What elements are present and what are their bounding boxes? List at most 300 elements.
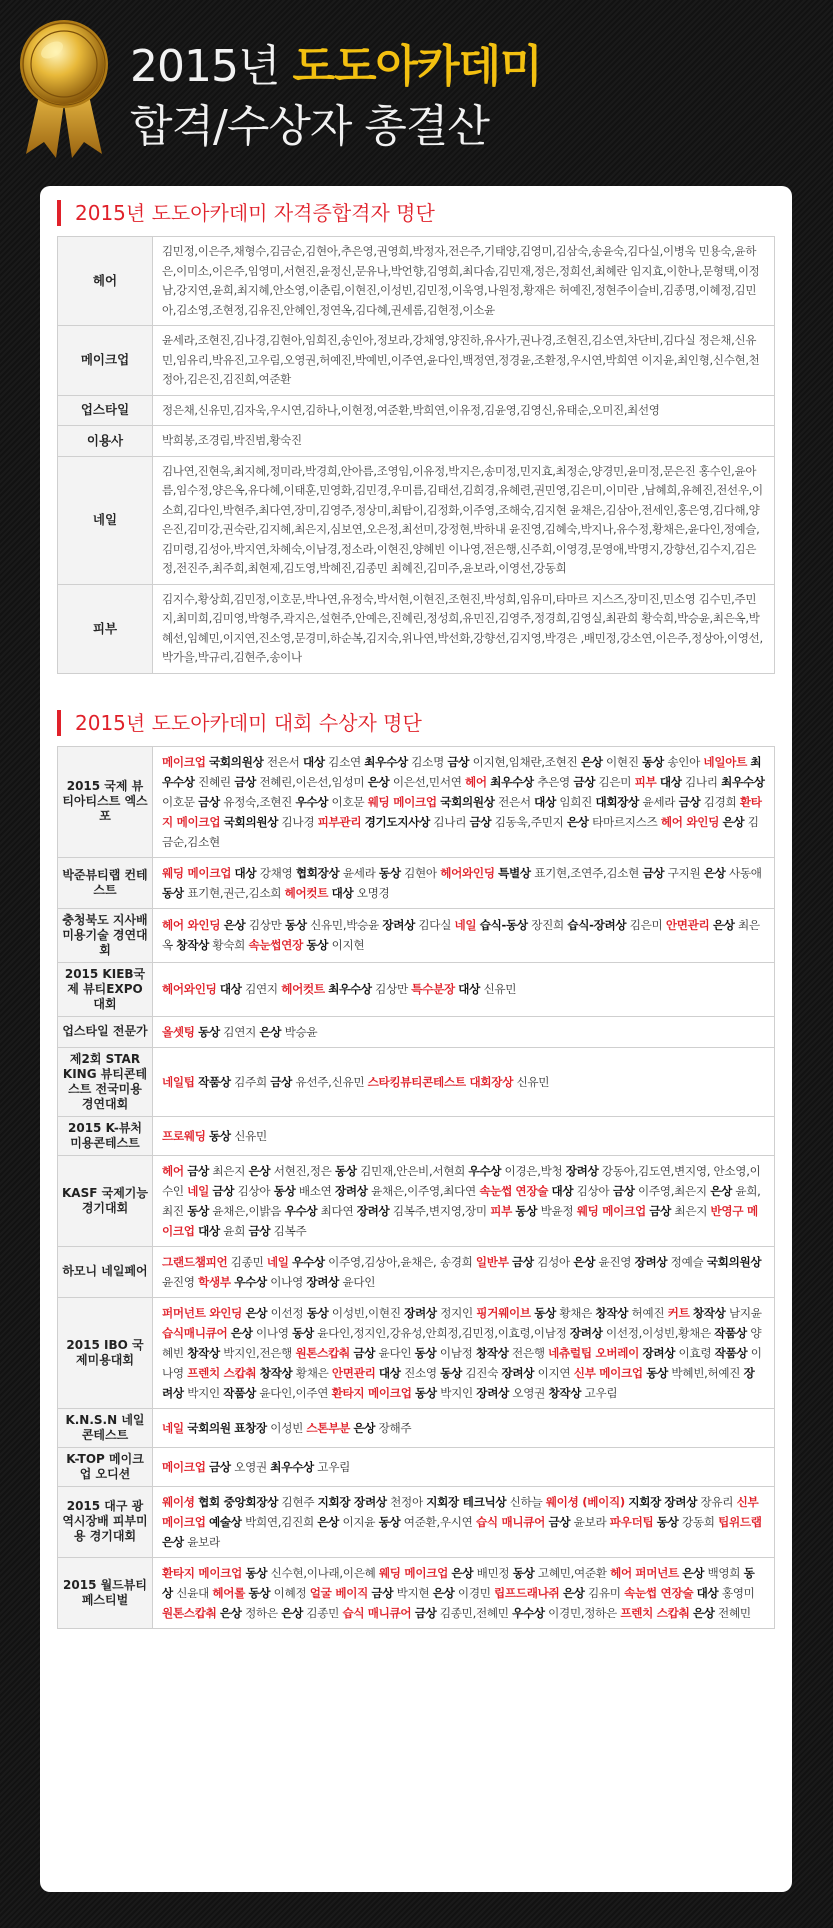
winner-names: 김주희 xyxy=(230,1074,271,1089)
winner-names: 사동애 xyxy=(725,865,762,880)
contest-name: 2015 KIEB국제 뷰티EXPO 대회 xyxy=(58,962,153,1016)
award-prize: 은상 xyxy=(573,1254,596,1269)
award-prize: 장려상 xyxy=(334,1183,368,1198)
winner-names: 황채은 xyxy=(292,1365,332,1380)
winner-names: 이성빈,이현진 xyxy=(328,1305,405,1320)
award-prize: 지회장 장려상 xyxy=(317,1494,387,1509)
winner-names: 이선정,이성빈,황채은 xyxy=(602,1325,715,1340)
award-category: 네일 xyxy=(187,1183,209,1198)
winner-names: 김은미 xyxy=(626,918,666,932)
winner-names: 윤다인,이주연 xyxy=(256,1385,332,1400)
award-prize: 은상 xyxy=(162,1534,184,1549)
winner-names: 이지현 xyxy=(328,938,365,952)
winner-names: 김유미 xyxy=(584,1585,625,1600)
award-results xyxy=(153,1408,775,1447)
contest-name: 2015 대구 광역시장배 피부미용 경기대회 xyxy=(58,1486,153,1557)
award-prize: 은상 xyxy=(562,1585,585,1600)
award-prize: 동상 xyxy=(306,938,329,952)
award-results xyxy=(153,1557,775,1628)
award-prize: 은상 xyxy=(682,1565,705,1580)
winner-names: 이경은,박청 xyxy=(501,1163,566,1178)
award-category: 네일 xyxy=(454,918,477,932)
contest-name: 2015 월드뷰티 페스티벌 xyxy=(58,1557,153,1628)
award-prize: 은상 xyxy=(353,1420,376,1435)
award-prize: 은상 xyxy=(722,814,745,829)
award-category: 웨딩 메이크업 xyxy=(162,865,232,880)
winner-names: 남지윤 xyxy=(725,1305,762,1320)
award-category: 환타지 메이크업 xyxy=(162,794,762,829)
award-category: 네츄럴팁 오버레이 xyxy=(548,1345,640,1360)
award-prize: 장려상 xyxy=(664,1494,698,1509)
award-prize: 동상 xyxy=(187,1203,209,1218)
winner-names: 정지인 xyxy=(436,1305,477,1320)
award-prize: 은상 xyxy=(281,1605,303,1620)
category-label: 네일 xyxy=(58,456,153,584)
winner-names: 전은행 xyxy=(508,1345,549,1360)
award-category: 얼굴 베이직 xyxy=(309,1585,369,1600)
winner-names: 윤채은,이주영,최다연 xyxy=(367,1183,480,1198)
award-category: 헤어롤 xyxy=(212,1585,246,1600)
hero-title-year: 2015년 xyxy=(130,41,280,92)
passer-names: 박희봉,조경림,박진범,황숙진 xyxy=(153,426,775,457)
category-label: 피부 xyxy=(58,584,153,673)
award-category: 습식 매니큐어 xyxy=(475,1514,546,1529)
award-prize: 대상 xyxy=(198,1223,220,1238)
award-results xyxy=(153,857,775,908)
award-category: 특수분장 xyxy=(411,982,455,996)
award-prize: 국회의원상 xyxy=(209,754,264,769)
winner-names: 유선주,신유민 xyxy=(292,1074,368,1089)
award-prize: 창작상 xyxy=(692,1305,726,1320)
winner-names: 김현주 xyxy=(278,1494,318,1509)
award-prize: 은상 xyxy=(703,865,726,880)
award-prize: 대회장상 xyxy=(595,794,640,809)
hero-title-academy: 도도아카데미 xyxy=(292,41,542,92)
table-row xyxy=(58,908,775,962)
winner-names: 이성빈 xyxy=(266,1420,307,1435)
award-prize: 금상 xyxy=(209,1459,231,1474)
award-category: 신부 메이크업 xyxy=(162,1494,759,1529)
table-row xyxy=(58,1246,775,1297)
award-prize: 장려상 xyxy=(356,1203,390,1218)
table-row xyxy=(58,456,775,584)
winner-names: 임희진 xyxy=(555,794,596,809)
award-prize: 은상 xyxy=(219,1605,242,1620)
award-prize: 동상 xyxy=(656,1514,679,1529)
award-category: 헤어 와인딩 xyxy=(660,814,720,829)
winner-names: 신유민 xyxy=(480,982,517,996)
winner-names: 배소연 xyxy=(295,1183,335,1198)
category-label: 업스타일 xyxy=(58,395,153,426)
award-prize: 습식-장려상 xyxy=(567,918,627,932)
award-prize: 금상 xyxy=(270,1074,293,1089)
award-category: 속눈썹연장 xyxy=(248,938,303,952)
winner-names: 이현진 xyxy=(602,754,643,769)
award-prize: 동상 xyxy=(440,1365,463,1380)
winner-names: 김성아 xyxy=(533,1254,574,1269)
award-results xyxy=(153,1246,775,1297)
award-results xyxy=(153,962,775,1016)
winner-names: 진혜린 xyxy=(194,774,235,789)
award-prize: 최우수상 xyxy=(270,1459,314,1474)
award-prize: 금상 xyxy=(469,814,492,829)
award-category: 습식매니큐어 xyxy=(162,1325,228,1340)
winner-names: 이주영,김상아,윤채은, 송경희 xyxy=(324,1254,476,1269)
award-prize: 지회장 테크닉상 xyxy=(426,1494,507,1509)
contest-name: K.N.S.N 네일콘테스트 xyxy=(58,1408,153,1447)
contest-name: K-TOP 메이크업 오디션 xyxy=(58,1447,153,1486)
winner-names: 김소명 xyxy=(407,754,448,769)
winner-names: 김상아 xyxy=(573,1183,613,1198)
award-results xyxy=(153,1016,775,1047)
winner-names: 이지현,임채란,조현진 xyxy=(469,754,581,769)
award-category: 피부 xyxy=(490,1203,513,1218)
award-results xyxy=(153,1047,775,1116)
table-row xyxy=(58,395,775,426)
award-prize: 은상 xyxy=(692,1605,715,1620)
award-prize: 은상 xyxy=(230,1325,253,1340)
award-prize: 우수상 xyxy=(292,1254,325,1269)
award-prize: 작품상 xyxy=(223,1385,256,1400)
award-prize: 은상 xyxy=(566,814,589,829)
winner-names: 김종민 xyxy=(227,1254,267,1269)
contest-name: 2015 IBO 국제미용대회 xyxy=(58,1297,153,1408)
award-prize: 대상 xyxy=(378,1365,401,1380)
winner-names: 이나영 xyxy=(252,1325,293,1340)
winner-names: 이지윤 xyxy=(339,1514,379,1529)
winner-names: 송인아 xyxy=(663,754,704,769)
award-category: 핑거웨이브 xyxy=(476,1305,531,1320)
award-prize: 동상 xyxy=(245,1565,268,1580)
table-row xyxy=(58,1155,775,1246)
table-row xyxy=(58,1016,775,1047)
winner-names: 백영희 xyxy=(704,1565,744,1580)
award-prize: 동상 xyxy=(162,1565,755,1600)
award-prize: 동상 xyxy=(292,1325,314,1340)
gold-medal-ribbon-icon xyxy=(14,12,114,162)
award-prize: 대상 xyxy=(696,1585,719,1600)
award-prize: 장려상 xyxy=(404,1305,437,1320)
winner-names: 김진숙 xyxy=(462,1365,502,1380)
category-label: 메이크업 xyxy=(58,326,153,396)
winner-names: 장유리 xyxy=(697,1494,737,1509)
winner-names: 윤다인 xyxy=(339,1274,376,1289)
award-results xyxy=(153,908,775,962)
award-prize: 동상 xyxy=(378,865,401,880)
award-prize: 은상 xyxy=(710,1183,732,1198)
winner-names: 최은옥 xyxy=(162,918,760,952)
winner-names: 윤진영 xyxy=(595,1254,635,1269)
winner-names: 이나영 xyxy=(266,1274,307,1289)
award-prize: 국회의원상 xyxy=(706,1254,762,1269)
passer-names: 윤세라,조현진,김나경,김현아,임희진,송인아,정보라,강채영,양진하,유사가,권나경,조현진,김소연,차단비,김다실 정은채,신유민,임유리,박유진,고우림,오영권,허예진,박예빈,이주연,윤다인,백정연,정경윤,조환정,우시연,박희연 이지윤,최인형,신수현,천정아,김은진,김진희,여준환 xyxy=(153,326,775,396)
award-prize: 장려상 xyxy=(306,1274,340,1289)
winner-names: 구지원 xyxy=(664,865,704,880)
winner-names: 신수현,이나래,이은혜 xyxy=(267,1565,379,1580)
winner-names: 진소영 xyxy=(400,1365,441,1380)
award-prize: 장려상 xyxy=(569,1325,603,1340)
winner-names: 김상만 xyxy=(371,982,412,996)
award-prize: 동상 xyxy=(515,1203,538,1218)
award-prize: 대상 xyxy=(219,982,242,996)
award-prize: 은상 xyxy=(580,754,603,769)
passer-names: 김지수,황상희,김민정,이호문,박나연,유정숙,박서현,이현진,조현진,박성희,임유미,타마르 지스즈,장미진,민소영 김수민,주민지,최미희,김미영,박형주,곽지은,설현주,안예은,진혜린,정성희,유민진,김영주,정경희,김영실,최관희 황숙희,박승윤,최은옥,박혜선,임혜민,이지연,진소영,문경미,하순복,김지숙,위나연,박선화,강향선,김지영,박경은 ,배민정,강소연,이은주,정상아,이영선,박가을,박규리,김현주,송이나 xyxy=(153,584,775,673)
passer-names: 김나연,진현욱,최지혜,정미라,박경희,안아름,조영임,이유정,박지은,송미정,민지효,최정순,양경민,윤미정,문은진 홍수인,윤아름,임수정,양은옥,유다혜,이태훈,민영화,김민경,우미름,김태선,김희경,유혜련,권민영,김은미,이미란 ,남혜희,유혜진,전선우,이소희,김다인,박현주,최다연,장미,김영주,정상미,최탐이,김정화,이주영,조해숙,김지현 윤채은,김삼아,전세인,홍은영,김다해,양은진,김미강,권숙란,김지혜,최은지,심보연,오은정,최선미,강정현,박하내 윤진영,김혜숙,박지나,유수정,황채은,윤다인,정예슬,김미령,김성아,박지연,차혜숙,이남경,정소라,이현진,양혜빈 이나영,전은행,신주희,이영경,문영애,박명지,강향선,김수지,김은정,전진주,최주희,최현제,김도영,박혜진,김종민 최혜진,김미주,윤보라,이영선,강동희 xyxy=(153,456,775,584)
winner-names: 김나리 xyxy=(681,774,722,789)
winner-names: 박지인 xyxy=(183,1385,224,1400)
winner-names: 윤다인,정지인,강유성,안희정,김민정,이효령,이남정 xyxy=(313,1325,570,1340)
award-prize: 최우수상 xyxy=(162,754,762,789)
award-prize: 동상 xyxy=(414,1345,437,1360)
winner-names: 오명경 xyxy=(353,885,390,900)
award-prize: 금상 xyxy=(187,1163,210,1178)
award-category: 환타지 메이크업 xyxy=(162,1565,243,1580)
award-prize: 국회의원 xyxy=(187,1420,231,1435)
winner-names: 최은지 xyxy=(671,1203,711,1218)
award-category: 습식 xyxy=(342,1605,365,1620)
winner-names: 오영권 xyxy=(509,1385,549,1400)
contest-name: 업스타일 전문가 xyxy=(58,1016,153,1047)
winner-names: 신윤대 xyxy=(172,1585,213,1600)
winner-names: 윤희,최진 xyxy=(162,1183,761,1218)
award-category: 네일팁 xyxy=(162,1074,195,1089)
winner-names: 고혜민,여준환 xyxy=(534,1565,611,1580)
award-prize: 우수상 xyxy=(468,1163,502,1178)
award-prize: 금상 xyxy=(548,1514,571,1529)
award-category: 커트 xyxy=(667,1305,690,1320)
award-category: 피부관리 xyxy=(317,814,362,829)
award-category: 헤어 와인딩 xyxy=(162,918,221,932)
award-prize: 장려상 xyxy=(476,1385,509,1400)
award-prize: 동상 xyxy=(415,1385,437,1400)
award-prize: 대상 xyxy=(458,982,481,996)
award-prize: 창작상 xyxy=(176,938,209,952)
award-results xyxy=(153,1297,775,1408)
award-category: 메이크업 xyxy=(162,754,206,769)
award-category: 안면관리 xyxy=(665,918,710,932)
award-prize: 은상 xyxy=(317,1514,340,1529)
contest-name: 2015 국제 뷰티아티스트 엑스포 xyxy=(58,746,153,857)
table-row xyxy=(58,1447,775,1486)
winner-names: 표기현,권근,김소희 xyxy=(183,885,285,900)
category-label: 이용사 xyxy=(58,426,153,457)
award-prize: 금상 xyxy=(248,1223,271,1238)
award-category: 올셋팅 xyxy=(162,1024,195,1039)
winner-names: 유정숙,조현진 xyxy=(219,794,296,809)
table-row xyxy=(58,1047,775,1116)
winner-names: 김연지 xyxy=(241,982,282,996)
award-prize: 협회 중앙회장상 xyxy=(198,1494,279,1509)
award-prize: 창작상 xyxy=(548,1385,582,1400)
award-results xyxy=(153,1116,775,1155)
award-results xyxy=(153,1486,775,1557)
award-prize: 동상 xyxy=(512,1565,535,1580)
award-category: 헤어컷트 xyxy=(284,885,329,900)
award-prize: 금상 xyxy=(414,1605,437,1620)
winner-names: 이혜정 xyxy=(270,1585,310,1600)
winner-names: 박윤정 xyxy=(537,1203,577,1218)
winner-names: 박혜빈,허예진 xyxy=(668,1365,744,1380)
award-prize: 장려상 xyxy=(501,1365,535,1380)
award-prize: 금상 xyxy=(371,1585,394,1600)
awards-table xyxy=(57,746,775,1629)
winner-names: 고우림 xyxy=(581,1385,618,1400)
winner-names: 전은서 xyxy=(263,754,303,769)
qualifications-table xyxy=(57,236,775,674)
award-prize: 금상 xyxy=(678,794,701,809)
award-prize: 장려상 xyxy=(634,1254,668,1269)
table-row xyxy=(58,1297,775,1408)
award-prize: 대상 xyxy=(331,885,354,900)
winner-names: 김연지 xyxy=(219,1024,260,1039)
award-prize: 동상 xyxy=(273,1183,296,1198)
winner-names: 이나영 xyxy=(162,1345,762,1380)
winner-names: 최은지 xyxy=(209,1163,249,1178)
winner-names: 김다실 xyxy=(415,918,455,932)
qualifications-section-title: 2015년 도도아카데미 자격증합격자 명단 xyxy=(57,200,775,226)
table-row xyxy=(58,426,775,457)
award-prize: 금상 xyxy=(649,1203,672,1218)
award-prize: 은상 xyxy=(367,774,390,789)
award-category: 환타지 메이크업 xyxy=(331,1385,412,1400)
contest-name: 박준뷰티랩 컨테스트 xyxy=(58,857,153,908)
winner-names: 김종민 xyxy=(303,1605,343,1620)
winner-names: 김동욱,주민지 xyxy=(491,814,567,829)
winner-names: 허예진 xyxy=(628,1305,668,1320)
award-prize: 우수상 xyxy=(512,1605,545,1620)
award-prize: 대상 xyxy=(534,794,556,809)
winner-names: 윤보라 xyxy=(183,1534,220,1549)
award-prize: 금상 xyxy=(447,754,470,769)
award-category: 웨딩 메이크업 xyxy=(367,794,437,809)
winner-names: 장해주 xyxy=(375,1420,412,1435)
award-category: 프렌치 스캅춰 xyxy=(620,1605,690,1620)
award-category: 퍼머넌트 와인딩 xyxy=(162,1305,243,1320)
award-prize: 국회의원상 xyxy=(440,794,495,809)
winner-names: 김경희 xyxy=(700,794,740,809)
award-category: 안면관리 xyxy=(331,1365,376,1380)
award-prize: 동상 xyxy=(534,1305,556,1320)
passer-names: 정은채,신유민,김자욱,우시연,김하나,이현정,여준환,박희연,이유정,김윤영,김영신,유태순,오미진,최선영 xyxy=(153,395,775,426)
winner-names: 김금순,김소현 xyxy=(162,814,759,849)
award-prize: 금상 xyxy=(212,1183,235,1198)
winner-names: 김종민,전혜민 xyxy=(436,1605,513,1620)
winner-names: 이경민 xyxy=(454,1585,495,1600)
contest-name: 2015 K-뷰처 미용콘테스트 xyxy=(58,1116,153,1155)
award-prize: 우수상 xyxy=(295,794,329,809)
award-category: 피부 xyxy=(634,774,657,789)
winner-names: 윤채은,이밝음 xyxy=(209,1203,285,1218)
table-row xyxy=(58,326,775,396)
award-prize: 최우수상 xyxy=(490,774,534,789)
award-prize: 동상 xyxy=(284,918,307,932)
winner-names: 오영권 xyxy=(230,1459,271,1474)
award-category: 헤어 xyxy=(465,774,487,789)
winner-names: 윤희 xyxy=(219,1223,249,1238)
contest-name: 제2회 STAR KING 뷰티콘테스트 전국미용 경연대회 xyxy=(58,1047,153,1116)
award-category: 원톤스캅춰 xyxy=(295,1345,350,1360)
award-category: 그랜드챔피언 xyxy=(162,1254,228,1269)
award-category: 웨딩 메이크업 xyxy=(576,1203,646,1218)
award-prize: 금상 xyxy=(198,794,220,809)
winner-names: 홍영미 xyxy=(718,1585,755,1600)
award-prize: 금상 xyxy=(234,774,256,789)
award-prize: 동상 xyxy=(642,754,664,769)
award-category: 헤어와인딩 xyxy=(440,865,495,880)
award-category: 헤어컷트 xyxy=(281,982,325,996)
winner-names: 김은미 xyxy=(595,774,635,789)
contest-name: 충청북도 지사배 미용기술 경연대회 xyxy=(58,908,153,962)
winner-names: 양혜빈 xyxy=(162,1325,762,1360)
winner-names: 고우림 xyxy=(313,1459,350,1474)
award-category: 스톤부분 xyxy=(306,1420,350,1435)
winner-names: 김나경 xyxy=(278,814,318,829)
winner-names: 김나리 xyxy=(430,814,470,829)
award-category: 매니큐어 xyxy=(367,1605,412,1620)
award-prize: 장려상 xyxy=(642,1345,676,1360)
winner-names: 정하은 xyxy=(241,1605,282,1620)
winner-names: 김복주,변지영,장미 xyxy=(389,1203,491,1218)
award-prize: 동상 xyxy=(248,1585,271,1600)
winner-names: 김소연 xyxy=(324,754,365,769)
award-category: 속눈썹 xyxy=(479,1183,513,1198)
award-results xyxy=(153,1447,775,1486)
award-prize: 대상 xyxy=(234,865,257,880)
hero-title xyxy=(130,30,542,94)
award-prize: 우수상 xyxy=(284,1203,318,1218)
award-prize: 국회의원상 xyxy=(223,814,279,829)
table-row xyxy=(58,1116,775,1155)
award-prize: 경기도지사상 xyxy=(364,814,431,829)
winner-names: 박희연,김진희 xyxy=(241,1514,318,1529)
winner-names: 이남정 xyxy=(436,1345,476,1360)
winner-names: 전혜린,이은선,임성미 xyxy=(256,774,368,789)
winner-names: 박승윤 xyxy=(281,1024,318,1039)
award-results xyxy=(153,746,775,857)
award-prize: 작품상 xyxy=(198,1074,231,1089)
contest-name: 하모니 네일페어 xyxy=(58,1246,153,1297)
winner-names: 여준환,우시연 xyxy=(400,1514,476,1529)
table-row xyxy=(58,1408,775,1447)
award-category: 파우더팁 xyxy=(609,1514,654,1529)
winner-names: 신유민,박승윤 xyxy=(306,918,383,932)
award-prize: 장려상 xyxy=(162,1365,755,1400)
winner-names: 황채은 xyxy=(556,1305,596,1320)
award-category: 스타킹뷰티콘테스트 대회장상 xyxy=(367,1074,514,1089)
award-prize: 금상 xyxy=(353,1345,376,1360)
category-label: 헤어 xyxy=(58,237,153,326)
award-prize: 작품상 xyxy=(714,1325,747,1340)
contest-name: KASF 국제기능 경기대회 xyxy=(58,1155,153,1246)
award-prize: 은상 xyxy=(712,918,735,932)
winner-names: 신하늘 xyxy=(506,1494,546,1509)
winner-names: 정예슬 xyxy=(667,1254,707,1269)
award-prize: 금상 xyxy=(512,1254,534,1269)
award-category: 네일 xyxy=(162,1420,184,1435)
award-category: 프렌치 스캅춰 xyxy=(187,1365,257,1380)
award-prize: 협회장상 xyxy=(295,865,340,880)
winner-names: 박지현 xyxy=(393,1585,433,1600)
table-row xyxy=(58,237,775,326)
award-category: 프로웨딩 xyxy=(162,1128,206,1143)
award-prize: 은상 xyxy=(259,1024,282,1039)
award-prize: 작품상 xyxy=(714,1345,748,1360)
table-row xyxy=(58,857,775,908)
winner-names: 전은서 xyxy=(494,794,535,809)
winner-names: 김민재,안은비,서현희 xyxy=(356,1163,469,1178)
winner-names: 전혜민 xyxy=(714,1605,751,1620)
award-category: 웨이셩 (베이직) xyxy=(545,1494,625,1509)
